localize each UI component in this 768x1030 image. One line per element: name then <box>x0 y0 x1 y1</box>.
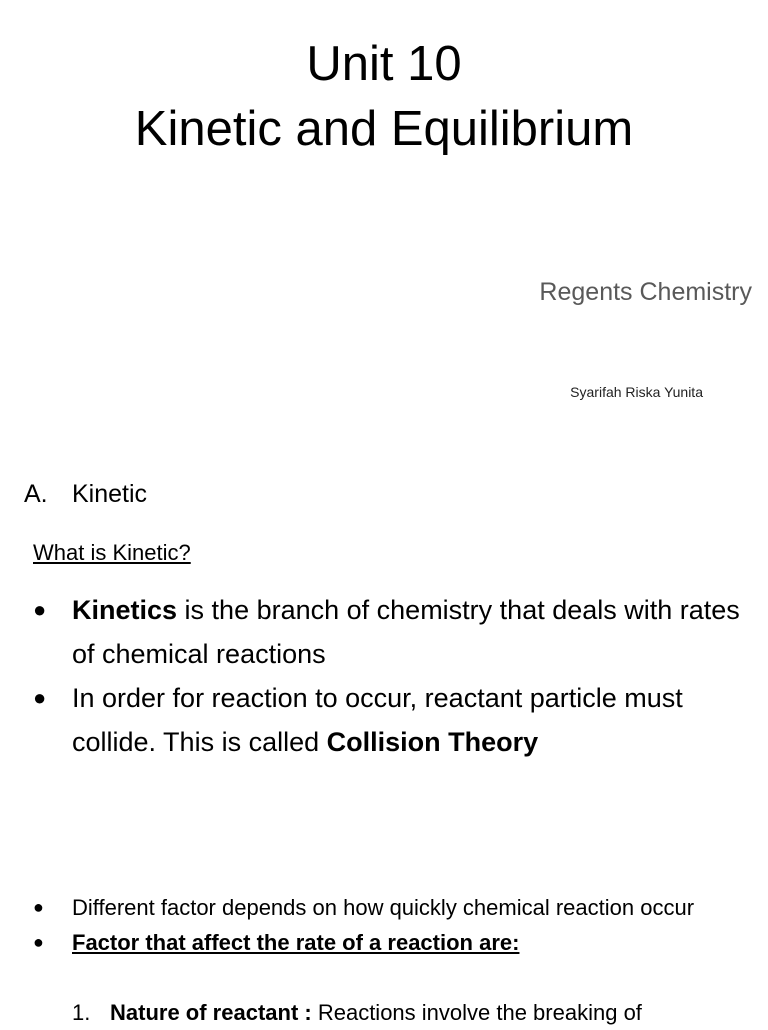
author-name: Syarifah Riska Yunita <box>570 384 703 400</box>
list-item <box>33 925 743 960</box>
factor-heading: Factor that affect the rate of a reaction are: <box>72 930 520 955</box>
item-text: Reactions involve the breaking of <box>311 1000 642 1025</box>
bullet-icon: ● <box>33 897 44 917</box>
list-item <box>33 890 743 925</box>
item-number: 1. <box>72 1000 91 1025</box>
definition-text: is the branch of chemistry that deals with rates of chemical reactions <box>72 595 740 669</box>
factor-intro-text: Different factor depends on how quickly chemical reaction occur <box>72 895 695 920</box>
item-term: Nature of reactant : <box>110 1000 312 1025</box>
list-item <box>33 588 743 676</box>
numbered-item <box>72 996 762 1030</box>
bullet-icon: ● <box>33 597 47 622</box>
definition-list <box>33 588 743 764</box>
collision-text: In order for reaction to occur, reactant particle must collide. This is called <box>72 683 683 757</box>
section-letter: A. <box>24 480 48 508</box>
subtitle: Regents Chemistry <box>539 278 752 306</box>
bullet-icon: ● <box>33 932 44 952</box>
title-line-1: Unit 10 <box>306 37 462 91</box>
section-title: Kinetic <box>72 480 148 508</box>
list-item <box>33 676 743 764</box>
title-line-2: Kinetic and Equilibrium <box>134 102 634 156</box>
section-heading <box>24 480 147 509</box>
bullet-icon: ● <box>33 685 47 710</box>
term-kinetics: Kinetics <box>72 595 178 625</box>
question-heading: What is Kinetic? <box>33 540 191 565</box>
factor-list <box>33 890 743 960</box>
term-collision-theory: Collision Theory <box>326 727 539 757</box>
